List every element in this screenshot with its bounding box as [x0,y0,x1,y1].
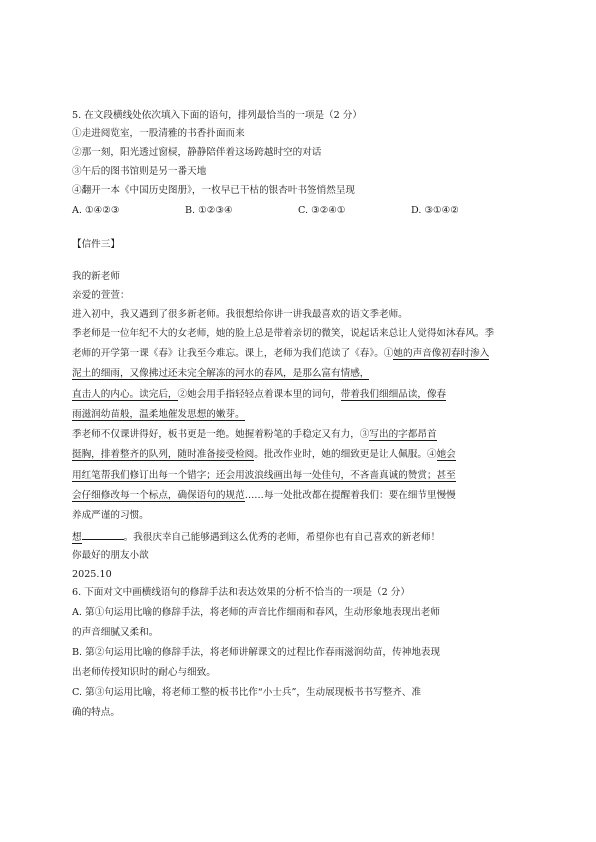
underlined-sentence-1-cont: 泥土的细雨，又像拂过还未完全解冻的河水的春风，是那么富有情感， [72,368,370,379]
underlined-sentence-1-end: 直击人的内心。读完后， [72,389,178,400]
paragraph-3-line-2 [72,448,456,461]
underlined-sentence-4-cont: 用红笔帮我们修订出每一个错字；还会用波浪线画出每一处佳句，不吝啬真诚的赞赏；甚至 [72,470,456,481]
q5-sentence-4: ④翻开一本《中国历史图册》，一枚早已干枯的银杏叶书签悄然呈现 [72,185,356,196]
underlined-sentence-3-end: 挺胸，排着整齐的队列，随时准备接受检阅 [72,449,255,460]
plain-text: 。我很庆幸自己能够遇到这么优秀的老师，希望你也有自己喜欢的新老师！ [123,532,441,543]
paragraph-2-line-4 [72,388,446,401]
plain-text: ……每一处批改都在提醒着我们：要在细节里慢慢 [244,490,456,501]
fill-in-blank [82,530,124,540]
letter-signature: 你最好的朋友小歆 [72,550,149,561]
paragraph-2-line-1: 季老师是一位年纪不大的女老师，她的脸上总是带着亲切的微笑，说起话来总让人觉得如沐春风。季 [72,328,495,339]
q6-stem: 6. 下面对文中画横线语句的修辞手法和表达效果的分析不恰当的一项是（2 分） [72,587,410,598]
q6-option-c-line-1: C. 第③句运用比喻，将老师工整的板书比作“小士兵”，生动展现板书书写整齐、准 [72,687,422,698]
q6-option-a-line-2: 的声音细腻又柔和。 [72,627,159,638]
plain-text: 老师的开学第一课《春》让我至今难忘。课上，老师为我们范读了《春》。① [72,348,394,359]
q6-option-c-line-2: 确的特点。 [72,707,120,718]
plain-text: 。批改作业时，她的细致更是让人佩服。④ [254,449,437,460]
letter-salutation: 亲爱的萱萱： [72,290,130,301]
q5-sentence-3: ③午后的图书馆则是另一番天地 [72,166,207,177]
q6-option-a-line-1: A. 第①句运用比喻的修辞手法，将老师的声音比作细雨和春风，生动形象地表现出老师 [72,607,440,618]
underlined-sentence-4: 她会 [436,449,456,460]
underlined-sentence-3: 写出的字都昂首 [369,429,437,440]
paragraph-3-line-1 [72,428,437,441]
paragraph-3-line-4 [72,489,456,502]
q6-option-b-line-2: 出老师传授知识时的耐心与细致。 [72,667,216,678]
q5-option-c: C. ③②④① [298,205,346,216]
letter-date: 2025.10 [72,569,112,580]
plain-text: 季老师不仅课讲得好，板书更是一绝。她握着粉笔的手稳定又有力，③ [72,429,370,440]
paragraph-3-line-5: 养成严谨的习惯。 [72,510,149,521]
section-heading: 【信件三】 [72,239,120,250]
q5-stem: 5. 在文段横线处依次填入下面的语句，排列最恰当的一项是（2 分） [72,110,362,121]
q5-sentence-2: ②那一刻，阳光透过窗棂，静静陪伴着这场跨越时空的对话 [72,147,322,158]
paragraph-2-line-3 [72,367,369,380]
q5-option-a: A. ①④②③ [72,205,120,216]
paragraph-4 [72,530,440,544]
plain-text: ②她会用手指轻轻点着课本里的词句， [177,389,341,400]
paragraph-3-line-3 [72,469,456,482]
underlined-sentence-1: 她的声音像初春时渗入 [393,348,490,359]
underlined-sentence-2-end: 雨滋润幼苗般，温柔地催发思想的嫩芽。 [72,409,245,420]
paragraph-2-line-2 [72,347,489,360]
underlined-sentence-4-end: 会仔细修改每一个标点，确保语句的规范 [72,490,245,501]
paragraph-1: 进入初中，我又遇到了很多新老师。我很想给你讲一讲我最喜欢的语文季老师。 [72,309,408,320]
underlined-sentence-2: 带着我们细细品读，像春 [340,389,447,400]
q5-option-d: D. ③①④② [411,205,459,216]
letter-title: 我的新老师 [72,271,120,282]
q5-option-b: B. ①②③④ [185,205,233,216]
q5-sentence-1: ①走进阅览室，一股清雅的书香扑面而来 [72,128,245,139]
q6-option-b-line-1: B. 第②句运用比喻的修辞手法，将老师讲解课文的过程比作春雨滋润幼苗，传神地表现 [72,647,441,658]
paragraph-2-line-5 [72,408,245,421]
fill-in-prefix: 想 [72,532,82,543]
